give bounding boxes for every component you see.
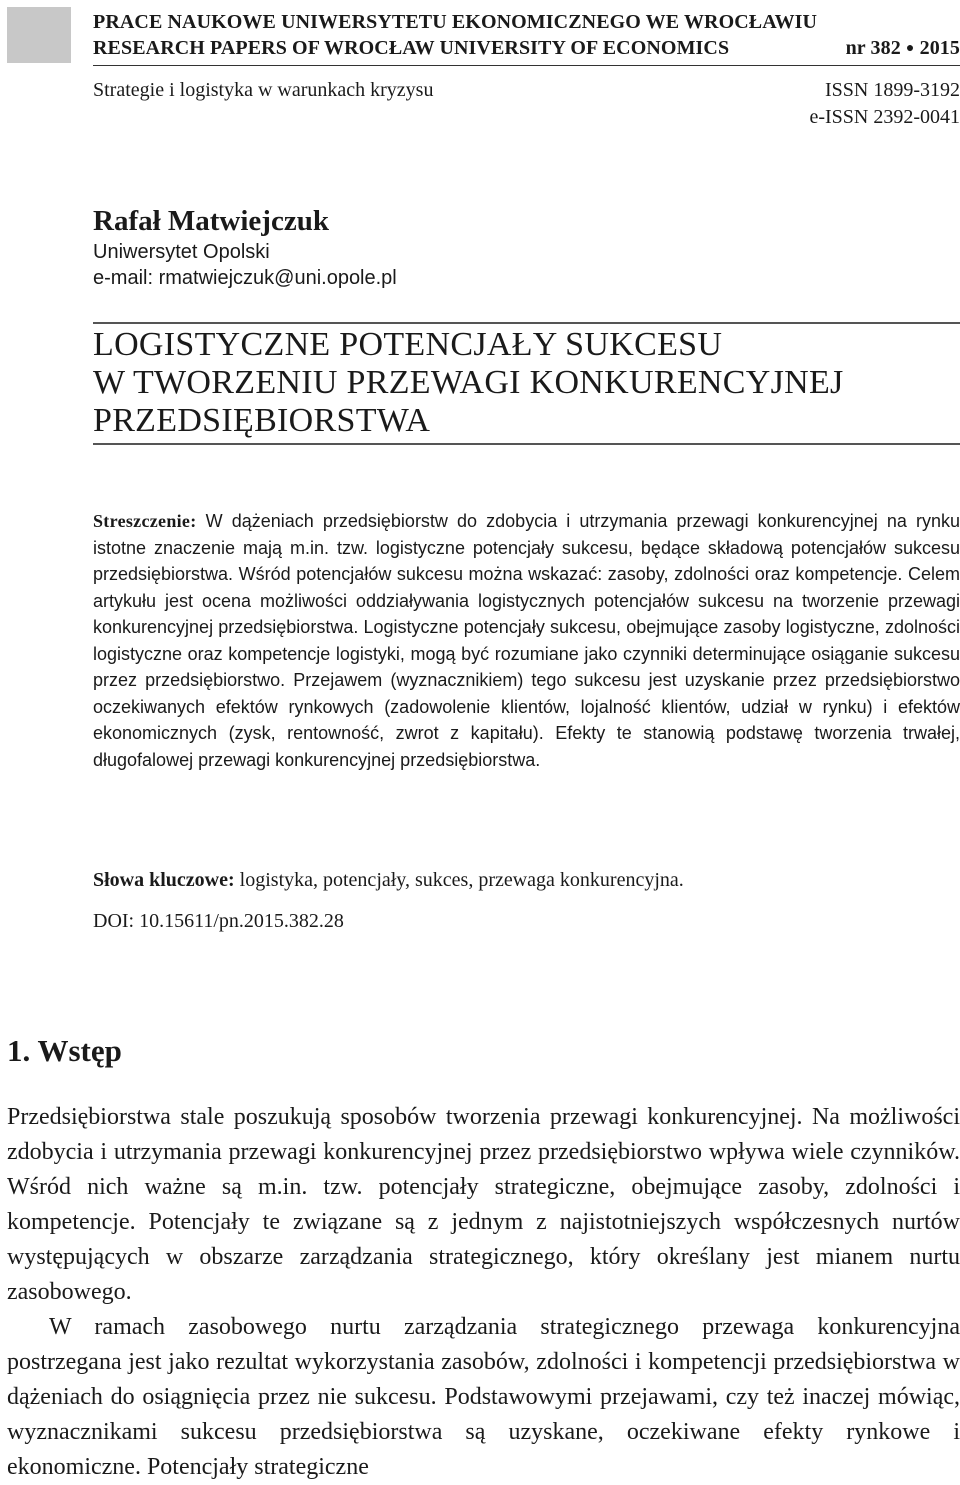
journal-name-en: RESEARCH PAPERS OF WROCŁAW UNIVERSITY OF ECONOMICS [93,37,730,59]
journal-name-en-row [93,35,960,62]
title-line-2: W TWORZENIU PRZEWAGI KONKURENCYJNEJ [93,364,844,401]
journal-name-pl: PRACE NAUKOWE UNIWERSYTETU EKONOMICZNEGO WE WROCŁAWIU [93,11,818,33]
issue-number: nr 382 [845,37,901,59]
keywords-label: Słowa kluczowe: [93,869,235,891]
issue-year: 2015 [919,37,960,59]
author-block [93,203,397,291]
series-title: Strategie i logistyka w warunkach kryzysu [93,79,434,101]
title-line-3: PRZEDSIĘBIORSTWA [93,402,431,439]
header-gray-block [7,7,71,63]
abstract [93,508,960,773]
header-divider [93,65,960,66]
paper-title [93,326,844,440]
bullet-icon: ● [905,41,915,56]
series-row [93,77,960,131]
body-paragraph: W ramach zasobowego nurtu zarządzania strategicznego przewaga konkurencyjna postrzegana jest jako rezultat wykorzystania zasobów, zdolności i kompetencji przedsiębiorstwa w dążeniach do osiągnięcia przez nie sukcesu. Podstawowymi przejawami, czy też inaczej mówiąc, wyznacznikami sukcesu przedsiębiorstwa są uzyskane, oczekiwane efekty rynkowe i ekonomiczne. Potencjały strategiczne [7,1314,960,1480]
title-divider-top [93,322,960,324]
section-body [7,1100,960,1485]
abstract-label: Streszczenie: [93,511,197,531]
author-name: Rafał Matwiejczuk [93,205,329,237]
title-divider-bottom [93,443,960,445]
author-affiliation: Uniwersytet Opolski [93,241,270,263]
author-email: e-mail: rmatwiejczuk@uni.opole.pl [93,267,397,289]
section-heading: 1. Wstęp [7,1033,122,1068]
issn-block [809,77,960,131]
issue-info [846,35,960,62]
body-paragraph: Przedsiębiorstwa stale poszukują sposobów tworzenia przewagi konkurencyjnej. Na możliwości zdobycia i utrzymania przewagi konkurencyjnej przez przedsiębiorstwo wpływa wiele czynników. Wśród nich ważne są m.in. tzw. potencjały strategiczne, obejmujące zasoby, zdolności i kompetencje. Potencjały te związane są z jednym z najistotniejszych współczesnych nurtów występujących w obszarze zarządzania strategicznego, który określany jest mianem nurtu zasobowego. [7,1104,960,1305]
abstract-text: W dążeniach przedsiębiorstw do zdobycia i utrzymania przewagi konkurencyjnej na rynku istotne znaczenie mają m.in. tzw. logistyczne potencjały sukcesu, będące składową potencjałów sukcesu przedsiębiorstwa. Wśród potencjałów sukcesu można wskazać: zasoby, zdolności oraz kompetencje. Celem artykułu jest ocena możliwości oddziaływania logistycznych potencjałów sukcesu na tworzenie przewagi konkurencyjnej przedsiębiorstwa. Logistyczne potencjały sukcesu, obejmujące zasoby logistyczne, zdolności logistyczne oraz kompetencje logistyki, mogą być rozumiane jako czynniki determinujące osiąganie sukcesu przez przedsiębiorstwo. Przejawem (wyznacznikiem) tego sukcesu jest uzyskanie przez przedsiębiorstwo oczekiwanych efektów rynkowych (zadowolenie klientów, lojalność klientów, udział w rynku) i efektów ekonomicznych (zysk, rentowność, zwrot z kapitału). Efekty te stanowią podstawę tworzenia trwałej, długofalowej przewagi konkurencyjnej przedsiębiorstwa. [93,511,960,770]
keywords-text: logistyka, potencjały, sukces, przewaga konkurencyjna. [239,869,684,891]
eissn: e-ISSN 2392-0041 [809,106,960,128]
issn: ISSN 1899-3192 [824,79,960,101]
title-line-1: LOGISTYCZNE POTENCJAŁY SUKCESU [93,326,723,363]
journal-header [93,9,960,131]
doi: DOI: 10.15611/pn.2015.382.28 [93,910,344,932]
keywords [93,866,684,894]
